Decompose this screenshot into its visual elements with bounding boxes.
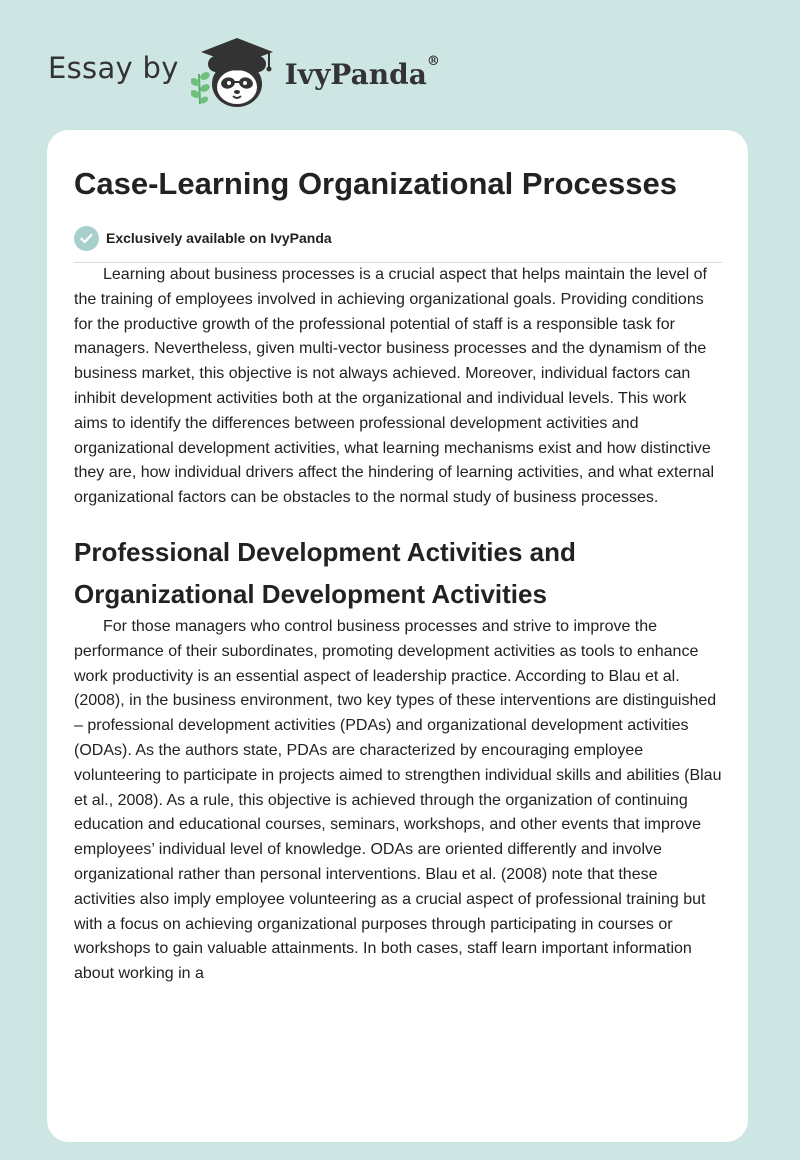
brand-prefix: Essay by	[48, 51, 179, 85]
registered-mark: ®	[426, 53, 440, 69]
page-title: Case-Learning Organizational Processes	[74, 166, 677, 201]
intro-paragraph: Learning about business processes is a crucial aspect that helps maintain the level of the training of employees involved in achieving organizational goals. Providing conditions for the productive growth of the professional potential of staff is a responsible task for managers. Nevertheless, given multi-vector business processes and the dynamism of the business market, this objective is not always achieved. Moreover, individual factors can inhibit development activities both at the organizational and individual levels. This work aims to identify the differences between professional development activities and organizational development activities, what learning mechanisms exist and how distinctive they are, how individual drivers affect the hindering of learning activities, and what external organizational factors can be obstacles to the normal study of business processes.	[74, 266, 715, 507]
exclusive-label: Exclusively available on IvyPanda	[106, 230, 332, 246]
brand-header[interactable]	[48, 34, 440, 110]
brand-name	[284, 53, 440, 91]
brand-name-text: IvyPanda	[284, 57, 427, 91]
section-paragraph: For those managers who control business processes and strive to improve the performance of their subordinates, promoting development activities as tools to enhance work productivity is an essential aspect of leadership practice. According to Blau et al. (2008), in the business environment, two key types of these interventions are distinguished – professional development activities (PDAs) and organizational development activities (ODAs). As the authors state, PDAs are characterized by encouraging employee volunteering to participate in projects aimed to strengthen individual skills and abilities (Blau et al., 2008). As a rule, this objective is achieved through the organization of continuing education and educational courses, seminars, workshops, and other events that improve employees’ individual level of knowledge. ODAs are oriented differently and involve organizational rather than personal interventions. Blau et al. (2008) note that these activities also imply employee volunteering as a crucial aspect of professional training but with a focus on achieving organizational purposes through participating in courses or workshops to gain valuable attainments. In both cases, staff learn important information about working in a	[74, 617, 722, 983]
essay-card	[47, 130, 748, 1142]
check-icon	[74, 226, 99, 251]
exclusive-badge	[74, 225, 722, 251]
panda-graduation-cap-logo-icon	[191, 34, 283, 110]
section-heading: Professional Development Activities and Organizational Development Activities	[74, 536, 576, 609]
